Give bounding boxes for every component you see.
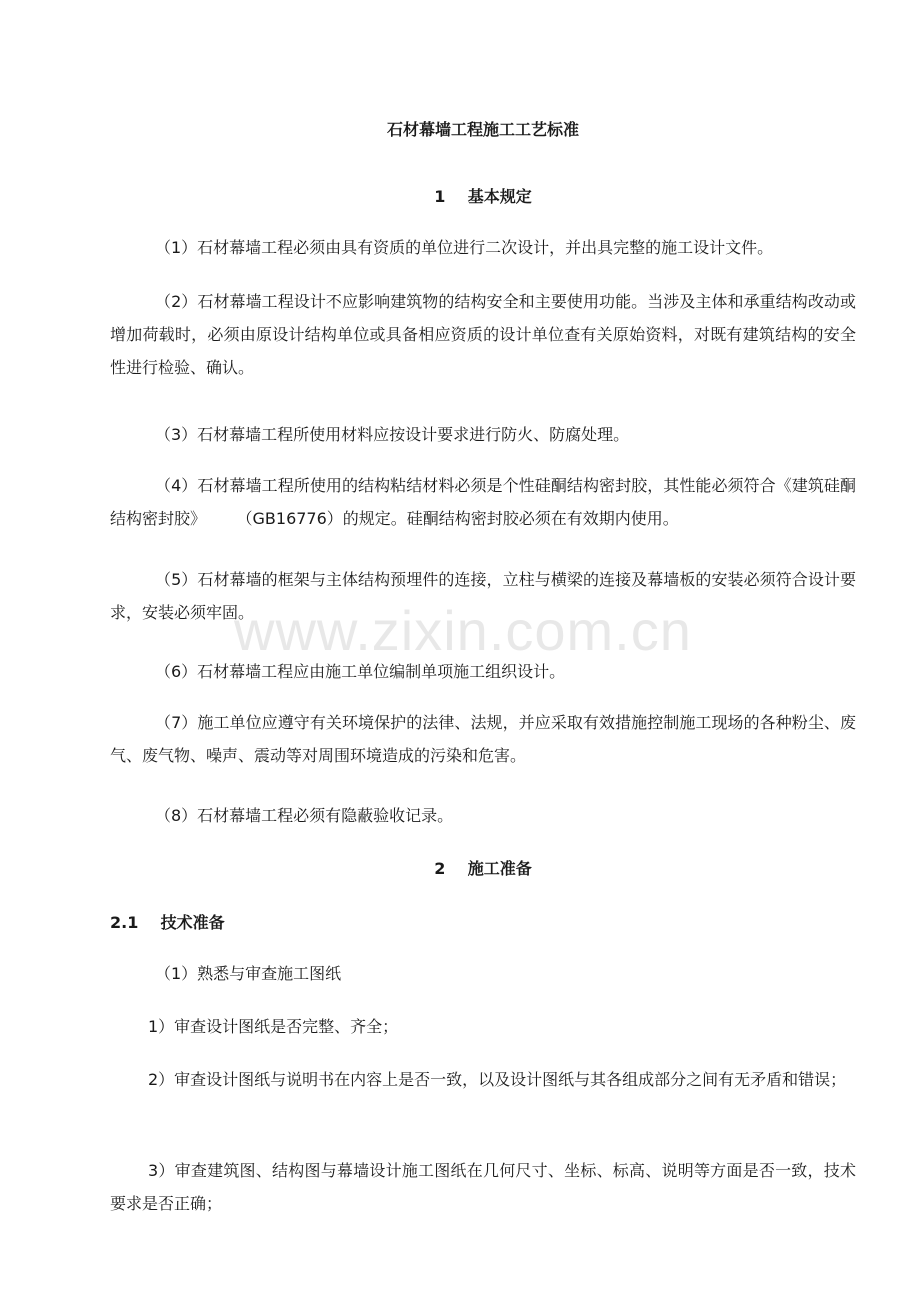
paragraph-1: （1）石材幕墙工程必须由具有资质的单位进行二次设计，并出具完整的施工设计文件。: [155, 238, 774, 257]
paragraph-8: （8）石材幕墙工程必须有隐蔽验收记录。: [155, 806, 454, 825]
paragraph-7: （7）施工单位应遵守有关环境保护的法律、法规，并应采取有效措施控制施工现场的各种粉尘、废气、废气物、噪声、震动等对周围环境造成的污染和危害。: [110, 713, 856, 765]
sub-item-2: 2）审查设计图纸与说明书在内容上是否一致，以及设计图纸与其各组成部分之间有无矛盾和错误；: [148, 1070, 847, 1089]
watermark-text: www.zixin.com.cn: [234, 599, 692, 662]
paragraph-2: （2）石材幕墙工程设计不应影响建筑物的结构安全和主要使用功能。当涉及主体和承重结构改动或增加荷载时，必须由原设计结构单位或具备相应资质的设计单位查有关原始资料，对既有建筑结构的安全性进行检验、确认。: [110, 292, 856, 377]
document-title: 石材幕墙工程施工工艺标准: [386, 120, 579, 139]
section-1-heading: 1 基本规定: [434, 187, 532, 206]
paragraph-5: （5）石材幕墙的框架与主体结构预埋件的连接，立柱与横梁的连接及幕墙板的安装必须符合设计要求，安装必须牢固。: [110, 570, 856, 622]
section-2-heading: 2 施工准备: [434, 859, 532, 878]
paragraph-3: （3）石材幕墙工程所使用材料应按设计要求进行防火、防腐处理。: [155, 425, 630, 444]
paragraph-4: （4）石材幕墙工程所使用的结构粘结材料必须是个性硅酮结构密封胶，其性能必须符合《建筑硅酮结构密封胶》 （GB16776）的规定。硅酮结构密封胶必须在有效期内使用。: [110, 476, 856, 528]
list-item-review-drawings: （1）熟悉与审查施工图纸: [155, 964, 342, 983]
paragraph-6: （6）石材幕墙工程应由施工单位编制单项施工组织设计。: [155, 662, 566, 681]
sub-item-1: 1）审查设计图纸是否完整、齐全；: [148, 1017, 399, 1036]
sub-item-3: 3）审查建筑图、结构图与幕墙设计施工图纸在几何尺寸、坐标、标高、说明等方面是否一致，技术要求是否正确；: [110, 1161, 856, 1213]
subsection-2-1-heading: 2.1 技术准备: [110, 913, 225, 932]
